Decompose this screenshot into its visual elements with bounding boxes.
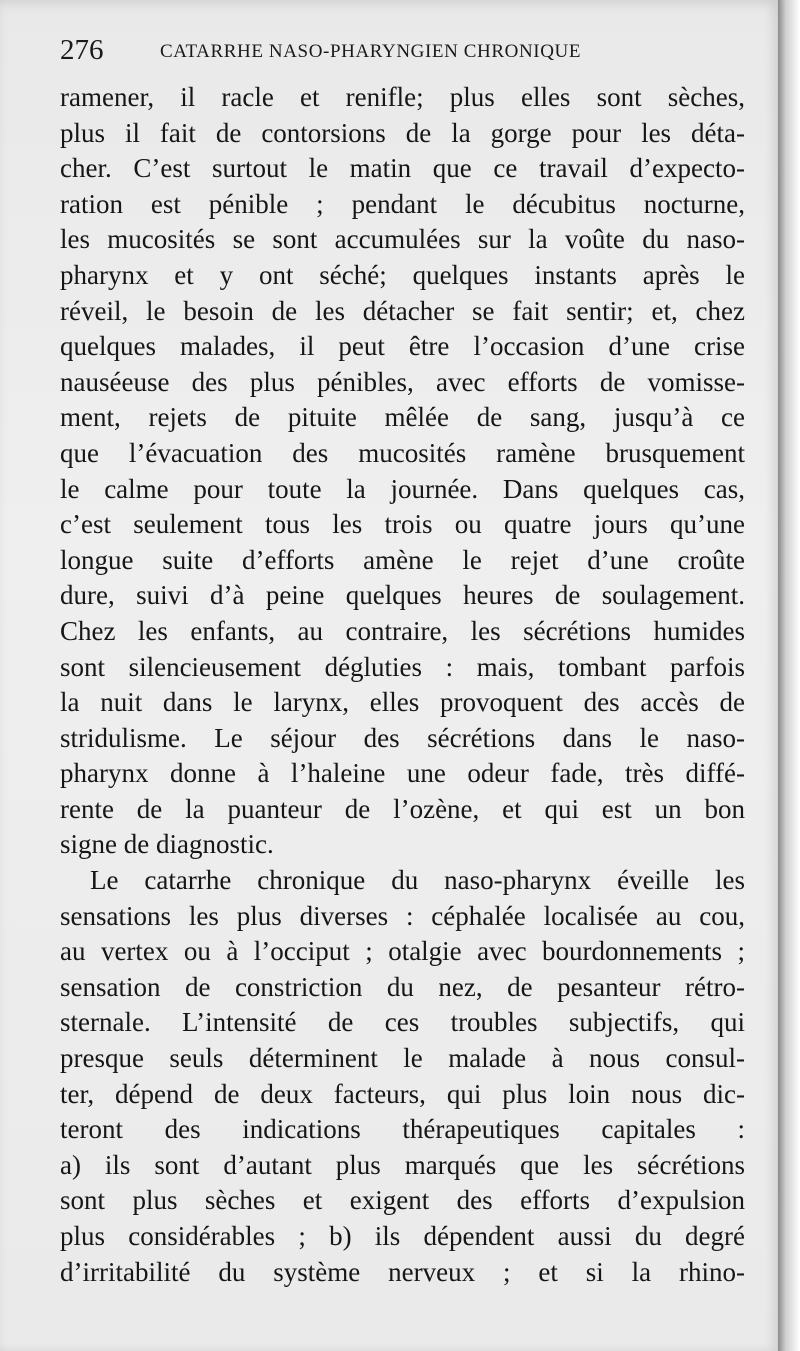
text-line: sensation de constriction du nez, de pesanteur rétro- [60, 971, 745, 1002]
text-line: stridulisme. Le séjour des sécrétions dans le naso- [60, 722, 745, 753]
text-line: sont plus sèches et exigent des efforts d’expulsion [60, 1185, 745, 1216]
page-edge-shadow [778, 0, 800, 1351]
text-line: c’est seulement tous les trois ou quatre jours qu’une [60, 509, 745, 540]
text-line: a) ils sont d’autant plus marqués que les sécrétions [60, 1149, 745, 1180]
running-title: CATARRHE NASO-PHARYNGIEN CHRONIQUE [160, 41, 582, 62]
page-number: 276 [60, 34, 104, 66]
text-line: ter, dépend de deux facteurs, qui plus loin nous dic- [60, 1078, 745, 1109]
text-line: quelques malades, il peut être l’occasion d’une crise [60, 331, 745, 362]
text-line: rente de la puanteur de l’ozène, et qui est un bon [60, 793, 745, 824]
body-text [60, 80, 745, 1290]
text-line: au vertex ou à l’occiput ; otalgie avec bourdonnements ; [60, 936, 745, 967]
text-line: sternale. L’intensité de ces troubles subjectifs, qui [60, 1007, 745, 1038]
text-line: sont silencieusement dégluties : mais, tombant parfois [60, 651, 745, 682]
text-line: réveil, le besoin de les détacher se fait sentir; et, chez [60, 295, 745, 326]
text-line: d’irritabilité du système nerveux ; et si la rhino- [60, 1256, 745, 1287]
text-line: pharynx et y ont séché; quelques instants après le [60, 259, 745, 290]
text-line: ment, rejets de pituite mêlée de sang, jusqu’à ce [60, 402, 745, 433]
paragraph-end-line: signe de diagnostic. [60, 829, 274, 860]
text-line: plus il fait de contorsions de la gorge pour les déta- [60, 117, 745, 148]
text-line: pharynx donne à l’haleine une odeur fade, très diffé- [60, 758, 745, 789]
text-line: Chez les enfants, au contraire, les sécrétions humides [60, 615, 745, 646]
text-line: la nuit dans le larynx, elles provoquent des accès de [60, 687, 745, 718]
text-line: plus considérables ; b) ils dépendent aussi du degré [60, 1221, 745, 1251]
text-line: dure, suivi d’à peine quelques heures de soulagement. [60, 580, 745, 611]
text-line: presque seuls déterminent le malade à nous consul- [60, 1043, 745, 1074]
paragraph-start-line: Le catarrhe chronique du naso-pharynx éveille les [90, 865, 745, 896]
text-line: nauséeuse des plus pénibles, avec efforts de vomisse- [60, 366, 745, 397]
page-header [60, 30, 740, 70]
text-line: que l’évacuation des mucosités ramène brusquement [60, 437, 745, 468]
text-line: longue suite d’efforts amène le rejet d’une croûte [60, 544, 745, 575]
text-line: ramener, il racle et renifle; plus elles sont sèches, [60, 82, 745, 112]
text-line: cher. C’est surtout le matin que ce travail d’expecto- [60, 153, 745, 184]
text-line: les mucosités se sont accumulées sur la voûte du naso- [60, 224, 745, 255]
text-line: ration est pénible ; pendant le décubitus nocturne, [60, 188, 745, 219]
text-line: le calme pour toute la journée. Dans quelques cas, [60, 473, 745, 504]
text-line: teront des indications thérapeutiques capitales : [60, 1114, 745, 1145]
text-line: sensations les plus diverses : céphalée localisée au cou, [60, 900, 745, 931]
